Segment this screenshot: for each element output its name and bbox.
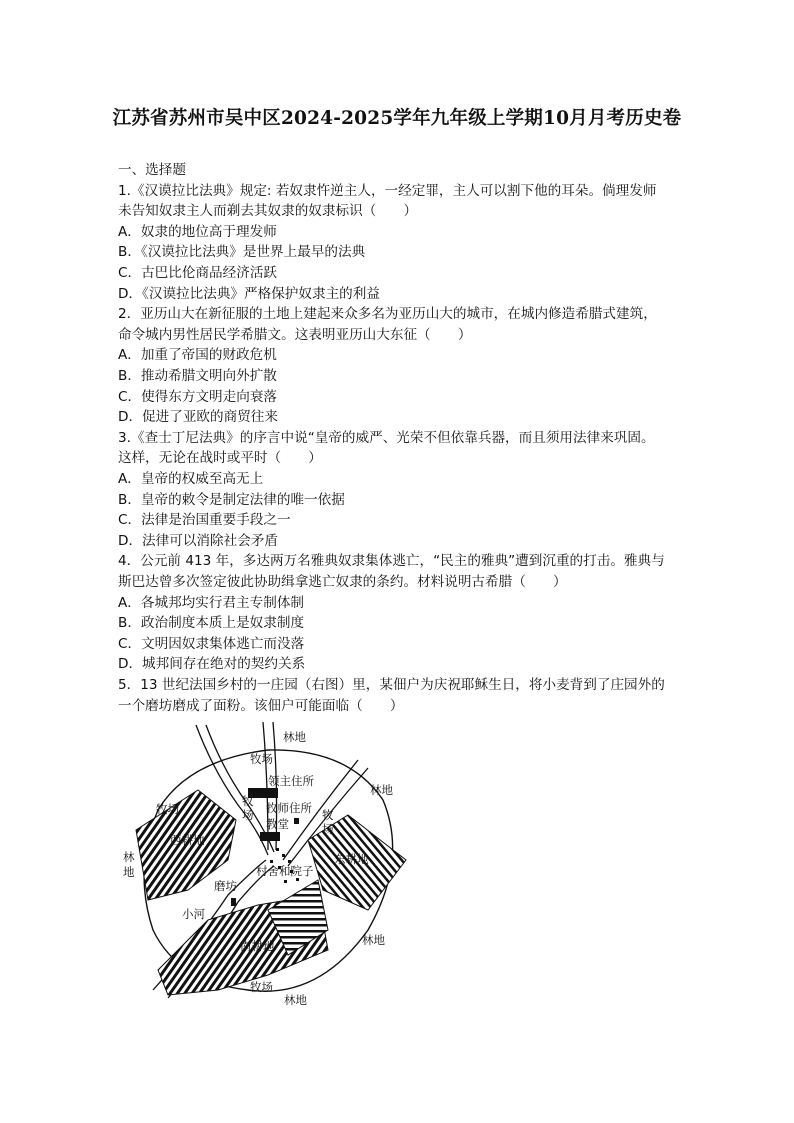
label-pasture-mid-a: 牧 bbox=[242, 794, 254, 808]
label-pasture-r-b: 场 bbox=[322, 822, 334, 836]
question-1-option: A．奴隶的地位高于理发师 bbox=[118, 223, 277, 240]
question-4-option: D．城邦间存在绝对的契约关系 bbox=[118, 656, 306, 673]
question-2-option: A．加重了帝国的财政危机 bbox=[118, 347, 277, 364]
label-church: 教堂 bbox=[266, 817, 289, 831]
question-1-option: D．《汉谟拉比法典》严格保护奴隶主的利益 bbox=[118, 285, 380, 302]
question-3-option: A．皇帝的权威至高无上 bbox=[118, 471, 264, 487]
question-4-option: A．各城邦均实行君主专制体制 bbox=[118, 594, 305, 611]
question-1-option: B．《汉谟拉比法典》是世界上最早的法典 bbox=[118, 244, 366, 261]
label-east-field: 东耕地 bbox=[334, 852, 369, 866]
question-4-stem: 斯巴达曾多次签定彼此协助缉拿逃亡奴隶的条约。材料说明古希腊（ ） bbox=[118, 574, 567, 590]
label-west-field: 西耕地 bbox=[170, 833, 205, 847]
question-4-option: B．政治制度本质上是奴隶制度 bbox=[118, 615, 305, 632]
mill-building bbox=[231, 898, 236, 906]
question-2-option: B．推动希腊文明向外扩散 bbox=[118, 368, 277, 384]
label-forest-left-a: 林 bbox=[123, 850, 135, 864]
label-pasture-bottom: 牧场 bbox=[250, 980, 273, 994]
question-2-option: D．促进了亚欧的商贸往来 bbox=[118, 409, 278, 426]
question-5-stem: 一个磨坊磨成了面粉。该佃户可能面临（ ） bbox=[118, 697, 404, 714]
label-lord: 领主住所 bbox=[268, 774, 314, 788]
question-1-stem: 1.《汉谟拉比法典》规定: 若奴隶忤逆主人，一经定罪，主人可以割下他的耳朵。倘理发师 bbox=[118, 182, 657, 199]
label-pastor: 牧师住所 bbox=[266, 801, 312, 815]
label-south-field: 南耕地 bbox=[240, 939, 275, 953]
question-3-stem: 这样，无论在战时或平时（ ） bbox=[118, 450, 322, 467]
question-4-stem: 4．公元前 413 年，多达两万名雅典奴隶集体逃亡，“民主的雅典”遭到沉重的打击。雅典与 bbox=[118, 553, 665, 570]
question-1-stem: 未告知奴隶主人而剃去其奴隶的奴隶标识（ ） bbox=[118, 203, 418, 220]
label-pasture-left: 牧场 bbox=[156, 802, 179, 816]
label-forest-right2: 林地 bbox=[362, 933, 385, 947]
page-title: 江苏省苏州市吴中区2024-2025学年九年级上学期10月月考历史卷 bbox=[112, 108, 682, 129]
label-pasture-r-a: 牧 bbox=[322, 808, 334, 822]
label-pasture-top: 牧场 bbox=[250, 752, 273, 766]
question-2-stem: 2．亚历山大在新征服的土地上建起来众多名为亚历山大的城市，在城内修造希腊式建筑， bbox=[118, 306, 657, 323]
label-village: 村舍和院子 bbox=[256, 864, 314, 878]
label-forest-top: 林地 bbox=[283, 730, 306, 744]
question-3-stem: 3.《查士丁尼法典》的序言中说“皇帝的威严、光荣不但依靠兵器，而且须用法律来巩固。 bbox=[118, 429, 655, 446]
question-5-stem: 5．13 世纪法国乡村的一庄园（右图）里，某佃户为庆祝耶稣生日，将小麦背到了庄园外的 bbox=[118, 677, 665, 693]
label-forest-left-b: 地 bbox=[123, 865, 135, 879]
question-1-option: C．古巴比伦商品经济活跃 bbox=[118, 265, 278, 281]
question-2-stem: 命令城内男性居民学希腊文。这表明亚历山大东征（ ） bbox=[118, 326, 472, 343]
label-forest-bottom: 林地 bbox=[284, 993, 307, 1007]
section-heading: 一、选择题 bbox=[118, 162, 186, 178]
question-4-option: C．文明因奴隶集体逃亡而没落 bbox=[118, 635, 305, 652]
label-river: 小河 bbox=[182, 907, 205, 921]
label-forest-right: 林地 bbox=[370, 783, 393, 797]
question-3-option: B．皇帝的敕令是制定法律的唯一依据 bbox=[118, 491, 345, 508]
question-3-option: C．法律是治国重要手段之一 bbox=[118, 512, 291, 529]
label-mill: 磨坊 bbox=[214, 879, 237, 893]
church bbox=[260, 832, 280, 841]
manor-map bbox=[118, 720, 418, 1020]
question-2-option: C．使得东方文明走向衰落 bbox=[118, 388, 278, 405]
pastor-house bbox=[294, 818, 299, 824]
label-pasture-mid-b: 场 bbox=[242, 808, 254, 822]
question-3-option: D．法律可以消除社会矛盾 bbox=[118, 532, 278, 549]
